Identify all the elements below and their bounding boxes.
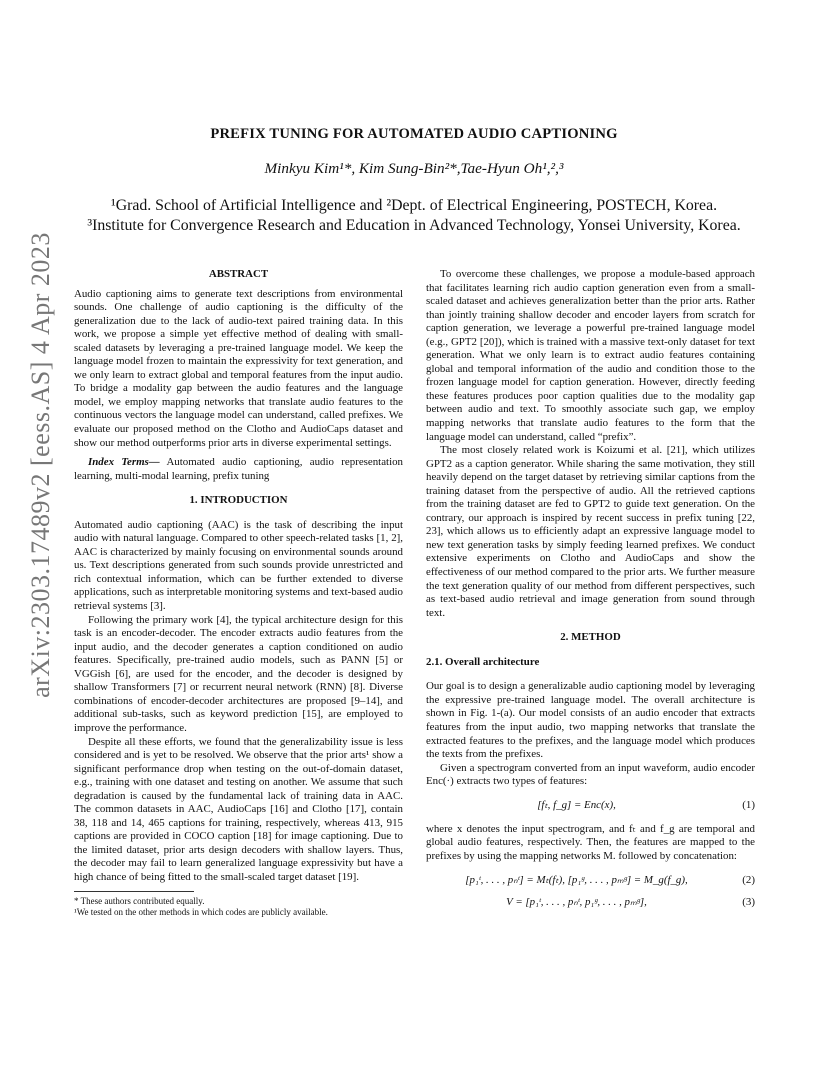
intro-paragraph-4: To overcome these challenges, we propose a module-based approach that facilitates learning rich audio caption generation even from a small-scaled dataset and achieves generalization better than the prior arts. Rather than jointly training shallow decoder and encoder layers from scratch for caption generation, we leverage a powerful pre-trained language model (e.g., GPT2 [20]), which is trained with a massive text-only dataset for text generation. What we only learn is to extract audio features containing global and temporal information of the audio and condition those to the frozen language model for caption generation. However, directly feeding these features produces poor caption qualities due to the modality gap between audio and text. To smoothly associate such gap, we employ mapping networks that translate audio features to the form that the language model can understand, called “prefix”.: [426, 268, 755, 443]
paper-title: PREFIX TUNING FOR AUTOMATED AUDIO CAPTIONING: [210, 126, 618, 142]
abstract-text: Audio captioning aims to generate text descriptions from environmental sounds. One challenge of audio captioning is the difficulty of the generalization due to the lack of audio-text paired training data. In this work, we propose a simple yet effective method of dealing with small-scaled datasets by leveraging a pre-trained language model. We keep the language model frozen to maintain the expressivity for text generation, and we only learn to extract global and temporal features from the input audio. To bridge a modality gap between the audio features and the language model, we employ mapping networks that translate audio features to the continuous vectors the language model can understand, called prefixes. We evaluate our proposed method on the Clotho and AudioCaps dataset and show our method outperforms prior arts in diverse experimental settings.: [74, 287, 403, 449]
equation-2-number: (2): [742, 873, 755, 886]
intro-paragraph-5: The most closely related work is Koizumi et al. [21], which utilizes GPT2 as a caption generator. While sharing the same motivation, they still heavily depend on the target dataset by retrieving similar captions from the training dataset from the perspective of audio. All the retrieved captions from the training dataset are fed to GPT2 to guide text generation. On the contrary, our approach is inspired by recent success in prefix tuning [22, 23], which allows us to efficiently adapt an expressive language model to new text generation tasks by simply feeding learned prefixes. We conduct extensive experiments on Clotho and AudioCaps and show the effectiveness of our method compared to the prior arts. We further measure the text generation quality of our method from different perspectives, such as text-based audio retrieval and image generation from sound through text.: [426, 444, 755, 619]
intro-paragraph-2: Following the primary work [4], the typical architecture design for this task is an encoder-decoder. The encoder extracts audio features from the input audio, and the decoder generates a caption conditioned on audio features. Specifically, pre-trained audio models, such as PANN [5] or VGGish [6], are used for the encoder, and the decoder is designed by shallow Transformers [7] or recurrent neural network (RNN) [8]. Diverse combinations of encoder-decoder architectures are proposed [9–14], and additional sub-tasks, such as keyword prediction [15], are employed to improve the performance.: [74, 613, 403, 734]
right-column: [426, 268, 755, 913]
intro-paragraph-1: Automated audio captioning (AAC) is the task of describing the input audio with natural language. Compared to other speech-related tasks [1, 2], AAC is characterized by mainly focusing on environmental sounds around us. Text descriptions generated from such sounds provide unrestricted and rich contextual information, which can be further extended to diverse applications, such as interpretable monitoring systems and text-based audio retrieval systems [3].: [74, 518, 403, 613]
equation-2-body: [p₁ᵗ, . . . , pₙᵗ] = Mₜ(fₜ), [p₁ᵍ, . . . , pₘᵍ] = M_g(f_g),: [465, 873, 688, 886]
footnote-equal-contribution: * These authors contributed equally.: [74, 895, 205, 906]
arxiv-identifier: [16, 232, 66, 698]
abstract-heading: ABSTRACT: [208, 268, 269, 280]
equation-1-number: (1): [742, 798, 755, 811]
equation-1: [426, 795, 755, 817]
left-column: [74, 268, 403, 919]
subsection-heading: 2.1. Overall architecture: [426, 655, 540, 668]
footnote-rule: [74, 891, 194, 892]
affiliations: [0, 196, 828, 236]
method-paragraph-1: Our goal is to design a generalizable audio captioning model by leveraging the expressive pre-trained language model. The overall architecture is shown in Fig. 1-(a). Our model consists of an audio encoder that extracts features from the input audio, two mapping networks that translate the extracted features to the prefixes, and the language model which produces the texts from the prefixes.: [426, 680, 755, 761]
method-paragraph-2: Given a spectrogram converted from an input waveform, audio encoder Enc(·) extracts two types of features:: [426, 761, 755, 788]
affiliation-line-1: ¹Grad. School of Artificial Intelligence and ²Dept. of Electrical Engineering, POSTECH, Korea.: [110, 197, 718, 214]
equation-3: [426, 891, 755, 913]
footnote-tested-methods: ¹We tested on the other methods in which codes are publicly available.: [74, 907, 328, 918]
affiliation-line-2: ³Institute for Convergence Research and Education in Advanced Technology, Yonsei University, Korea.: [87, 217, 741, 234]
author-list: Minkyu Kim¹*, Kim Sung-Bin²*,Tae-Hyun Oh¹,²,³: [264, 160, 564, 177]
equation-3-body: V = [p₁ᵗ, . . . , pₙᵗ, p₁ᵍ, . . . , pₘᵍ],: [506, 895, 647, 908]
index-terms-text: Automated audio captioning, audio representation learning, multi-modal learning, prefix tuning: [74, 456, 403, 482]
index-terms: [74, 456, 403, 483]
intro-paragraph-3: Despite all these efforts, we found that the generalizability issue is less considered and is yet to be resolved. We observe that the prior arts¹ show a significant performance drop when testing on the out-of-domain dataset, e.g., training with one dataset and testing on another. We assume that such degradation is caused by the fundamental lack of training data in AAC. The common datasets in AAC, AudioCaps [16] and Clotho [17], contain 38, 118 and 14, 465 captions for training, respectively, whereas 413, 915 captions are provided in COCO caption [18] for image captioning. Due to the limited dataset, prior arts design decoders with shallow layers. Thus, the decoder may fail to learn generalized language expressivity but have a high chance of being fitted to the small-scaled target dataset [19].: [74, 735, 403, 883]
arxiv-id-text: arXiv:2303.17489v2 [eess.AS] 4 Apr 2023: [26, 232, 55, 698]
intro-heading: 1. INTRODUCTION: [189, 494, 288, 507]
index-terms-lead: Index Terms—: [88, 456, 160, 469]
equation-1-body: [fₜ, f_g] = Enc(x),: [537, 798, 616, 811]
equation-3-number: (3): [742, 895, 755, 908]
equation-2: [426, 869, 755, 891]
method-paragraph-3: where x denotes the input spectrogram, and fₜ and f_g are temporal and global audio features, respectively. Then, the features are mapped to the prefixes by using the mapping networks M. followed by concatenation:: [426, 822, 755, 862]
method-heading: 2. METHOD: [560, 631, 621, 644]
